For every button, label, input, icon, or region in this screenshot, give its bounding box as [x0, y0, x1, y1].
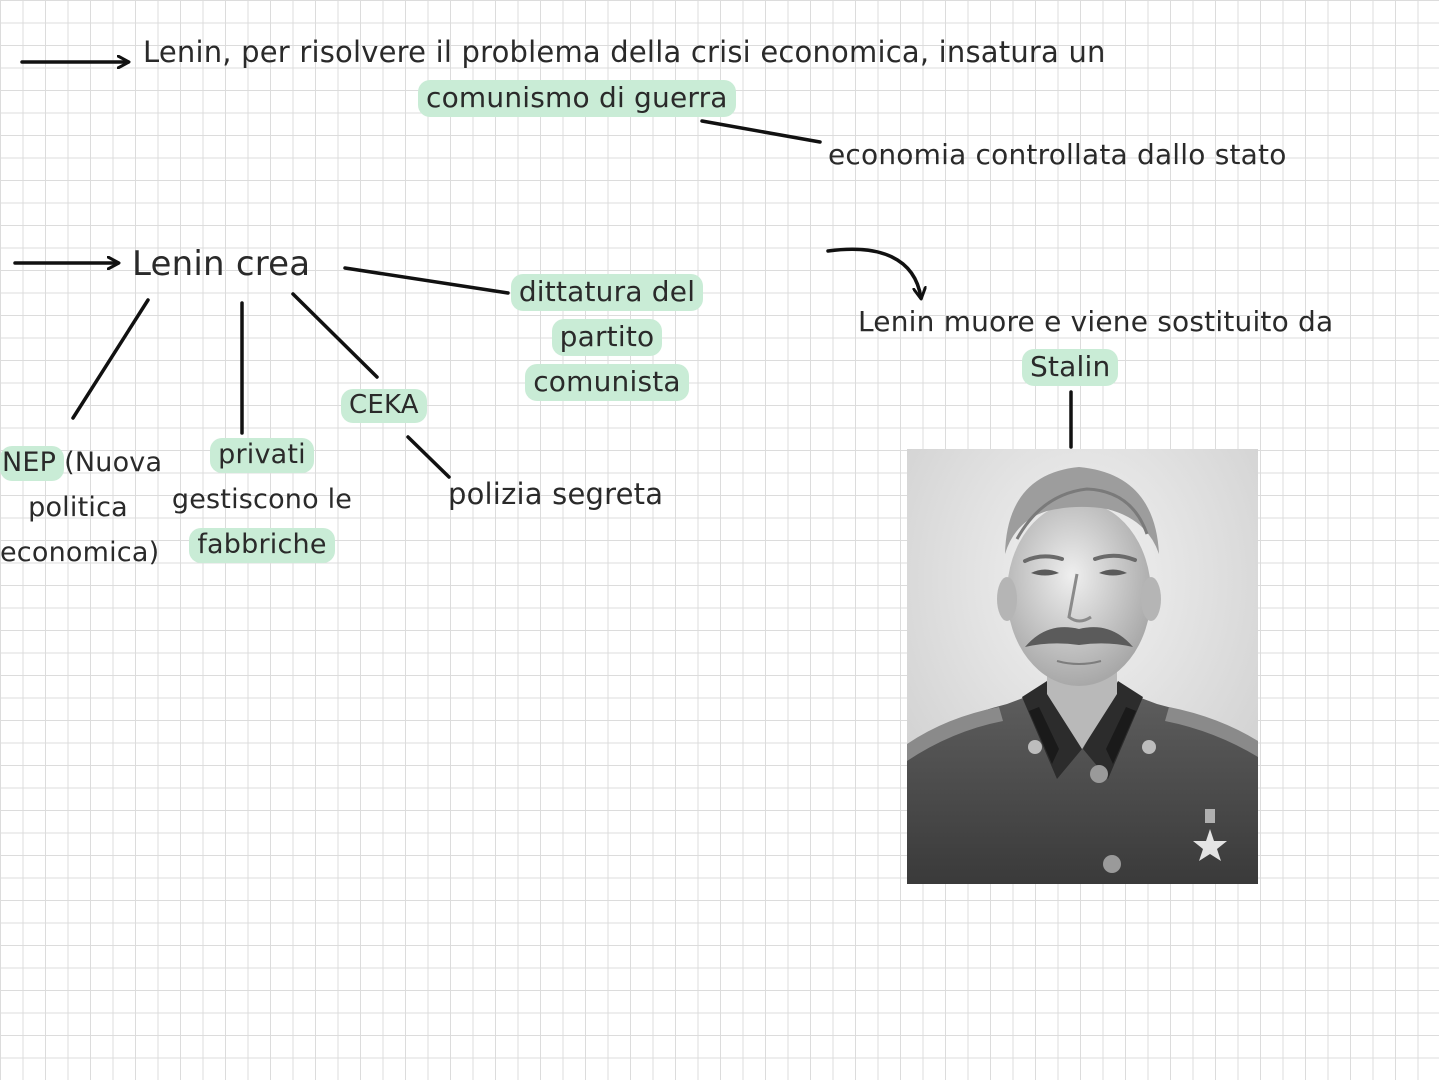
nep-line-3: economica) — [0, 537, 160, 568]
connector-crea-dittatura — [345, 268, 508, 293]
connector-crea-nep — [73, 300, 148, 418]
highlight-dittatura-2: partito — [552, 319, 663, 356]
note-ceka — [341, 392, 427, 418]
note-state-economy: economia controllata dallo stato — [828, 138, 1287, 171]
highlight-dittatura-3: comunista — [525, 364, 689, 401]
highlight-fabbriche: fabbriche — [189, 528, 334, 563]
highlight-stalin: Stalin — [1022, 349, 1118, 386]
highlight-ceka: CEKA — [341, 389, 427, 423]
note-polizia: polizia segreta — [448, 477, 664, 511]
note-lenin-crisis: Lenin, per risolvere il problema della crisi economica, insatura un — [143, 35, 1106, 69]
highlight-dittatura-1: dittatura del — [511, 274, 703, 311]
portrait-illustration — [907, 449, 1258, 884]
note-stalin — [1022, 350, 1118, 383]
highlight-war-communism: comunismo di guerra — [418, 80, 736, 117]
connector-crea-ceka — [293, 294, 377, 377]
note-privati — [170, 432, 354, 567]
stalin-portrait — [907, 449, 1258, 884]
connector-ceka-polizia — [408, 437, 449, 477]
highlight-privati: privati — [210, 438, 314, 473]
nep-line-2: politica — [28, 492, 128, 523]
note-nep — [0, 440, 163, 575]
highlight-nep: NEP — [0, 446, 64, 481]
note-war-communism — [418, 81, 736, 114]
connector-war-communism-state — [702, 121, 820, 142]
note-lenin-crea: Lenin crea — [132, 244, 311, 284]
note-lenin-muore: Lenin muore e viene sostituito da — [858, 305, 1334, 338]
curved-arrow-icon — [828, 249, 921, 298]
nep-rest: (Nuova — [64, 447, 163, 478]
note-dittatura — [502, 269, 712, 404]
privati-line-2: gestiscono le — [171, 484, 353, 515]
